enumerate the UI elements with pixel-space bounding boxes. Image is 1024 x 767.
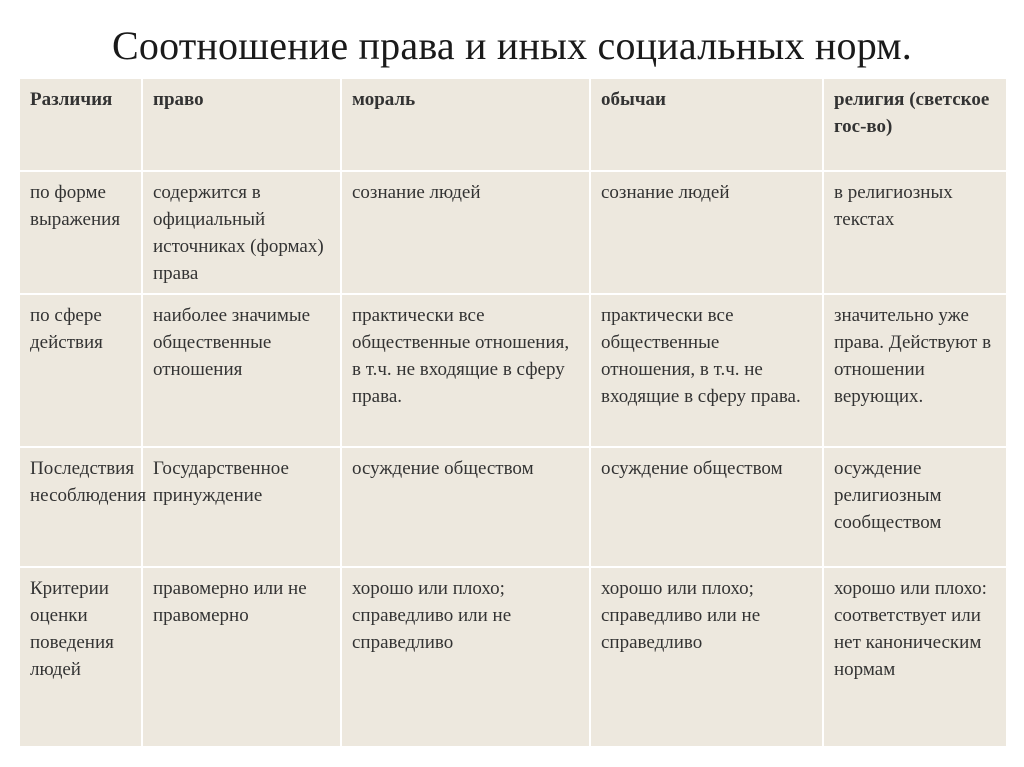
- row-label: по форме выражения: [19, 171, 142, 294]
- row-label: Последствия несоблюдения: [19, 447, 142, 567]
- table-cell: содержится в официальный источниках (формах) права: [142, 171, 341, 294]
- table-cell: осуждение обществом: [590, 447, 823, 567]
- row-label: Критерии оценки поведения людей: [19, 567, 142, 747]
- table-cell: сознание людей: [590, 171, 823, 294]
- header-differences: Различия: [19, 78, 142, 171]
- table-cell: хорошо или плохо: соответствует или нет каноническим нормам: [823, 567, 1007, 747]
- header-customs: обычаи: [590, 78, 823, 171]
- comparison-table: [18, 77, 1008, 748]
- table-cell: Государственное принуждение: [142, 447, 341, 567]
- table-cell: осуждение религиозным сообществом: [823, 447, 1007, 567]
- table-row: [19, 447, 1007, 567]
- table-header-row: [19, 78, 1007, 171]
- slide-title: Соотношение права и иных социальных норм.: [112, 23, 912, 68]
- table-cell: хорошо или плохо; справедливо или не справедливо: [341, 567, 590, 747]
- table-cell: значительно уже права. Действуют в отношении верующих.: [823, 294, 1007, 447]
- table-row: [19, 294, 1007, 447]
- table-row: [19, 567, 1007, 747]
- header-religion: религия (светское гос-во): [823, 78, 1007, 171]
- table-cell: правомерно или не правомерно: [142, 567, 341, 747]
- table-cell: практически все общественные отношения, в т.ч. не входящие в сферу права.: [341, 294, 590, 447]
- table-cell: практически все общественные отношения, в т.ч. не входящие в сферу права.: [590, 294, 823, 447]
- table-row: [19, 171, 1007, 294]
- row-label: по сфере действия: [19, 294, 142, 447]
- table-cell: осуждение обществом: [341, 447, 590, 567]
- header-morality: мораль: [341, 78, 590, 171]
- table-cell: в религиозных текстах: [823, 171, 1007, 294]
- table-cell: сознание людей: [341, 171, 590, 294]
- table-cell: хорошо или плохо; справедливо или не справедливо: [590, 567, 823, 747]
- header-law: право: [142, 78, 341, 171]
- table-cell: наиболее значимые общественные отношения: [142, 294, 341, 447]
